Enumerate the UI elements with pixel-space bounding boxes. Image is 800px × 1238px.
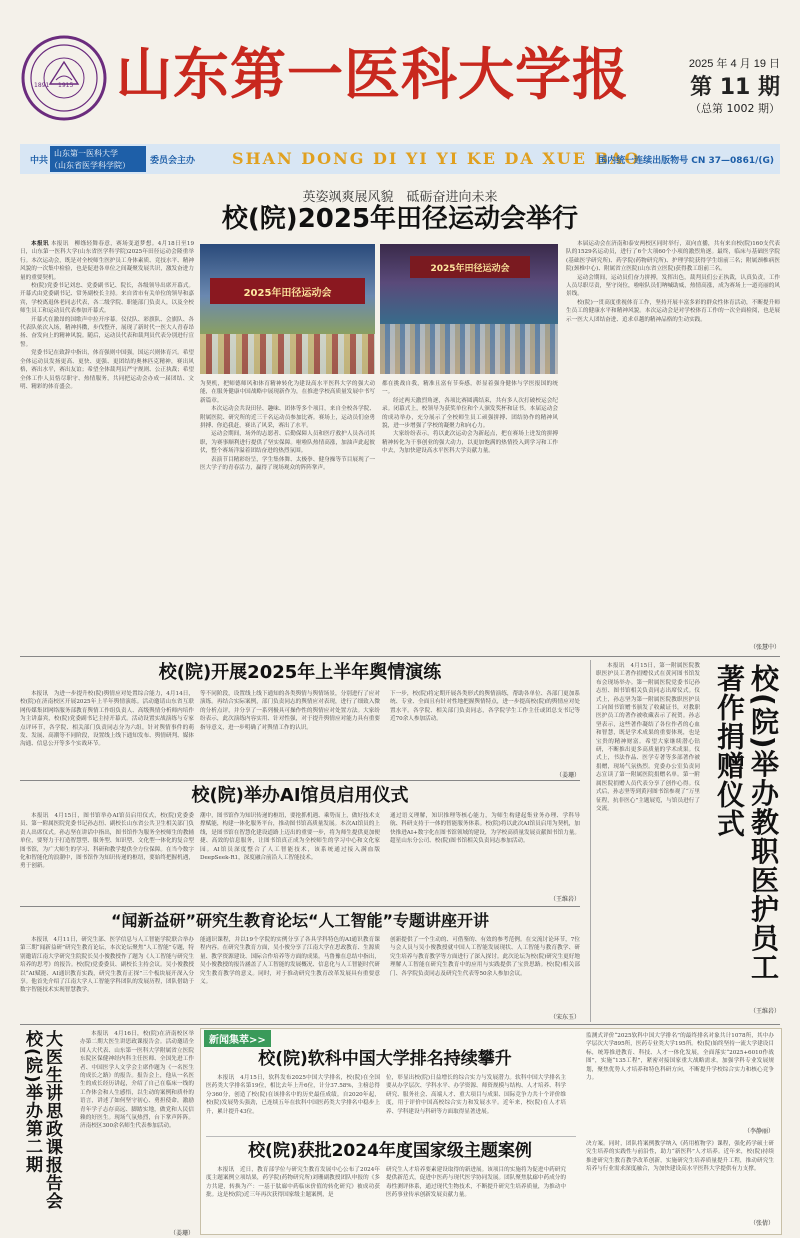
case-col-2: 研究生人才培养要素建设取得的新进展。该项目的实施将为促进中药研究提供新范式，促进中医药与现代医学协同发展。团队聚焦肽廊中药成分的毒性测评体系，通过现代生物技术，不断提升研究生培养质量，为推动中医药事业传承创新发展贡献力量。 [386,1167,566,1199]
donation-author: （王维岩） [749,1008,780,1015]
lead-col-4 [566,240,780,640]
lead-para-9: 都在挑战自我，精准且富有节奏感，彰显着强身健体与学医报国的统一。 [382,381,558,396]
ai-librarian-col-1: 本报讯 4月15日，图书馆举办AI馆员启用仪式，校(院)党委委员、第一附属医院党委书记孙志恒、副校长山东省公共卫生相关部门负责人出席仪式。孙志坚在讲话中指出，图书馆作为服务全校师生的教辅单位，要努力于打造智慧型、服务型、知识型、文化型一体化的复合型图书馆，为广大师生的学习、科研和教学提供全方位保障。在当今数字化和智能化的浪潮中，图书馆作为知识传递的枢纽，要始终把握机遇，勇于创新。 [20,813,194,870]
issue-date: 2025 年 4 月 19 日 [688,58,780,70]
lead-author: （张慧中） [749,644,780,651]
lead-col-1: 本报讯 本报讯 柳绦轻舞春意，赛场变道梦想。4月18日至19日，山东第一医科大学(山东省医学科学院)2025年田径运动会隆重举行。本次运动会，既是对全校师生医护员工身体素质、竞技水平、精神风貌的一次集中检验，也是促进各单位之间凝聚发展共识，激发奋进力量的重要契机。 校(院)党委书记刘忠、党委副书记、院长，各级领导出席开幕式。开幕式由党委副书记、常务副校长主持。来自省市有关单位的领导和嘉宾，学校离退休老同志代表，各二级学院、职能部门负责人，以及全校师生员工和运动员代表参加开幕式。 开幕式在激昂的国歌声中拉开序幕。仪仗队、彩旗队、会旗队、各代表队依次入场，精神抖擞，步伐整齐，展现了新时代一医大人青春昂扬、奋发向上的精神风貌。随后，运动员代表和裁判员代表分别进行宣誓。 党委书记在致辞中指出，体育强则中国强，国运兴则体育兴。希望全体运动员发扬更高、更快、更强、更团结的奥林匹克精神，赛出风格，赛出水平，赛出友谊；希望全体裁判员严守规则、公正执裁；希望全体工作人员恪尽职守、热情服务，共同把运动会办成一届团结、文明、精彩的体育盛会。 [20,241,194,390]
lead-para-1: 本报讯 柳绦轻舞春意，赛场变道梦想。4月18日至19日，山东第一医科大学(山东省医学科学院)2025年田径运动会隆重举行。本次运动会，既是对全校师生医护员工身体素质、竞技水平、精神风貌的一次集中检验，也是促进各单位之间凝聚发展共识，激发奋进力量的重要契机。 [20,241,194,281]
donation-vertical-title: 校(院)举办教职医护员工著作捐赠仪式 [713,664,780,982]
lead-para-3: 开幕式在激昂的国歌声中拉开序幕。仪仗队、彩旗队、会旗队、各代表队依次入场，精神抖擞，步伐整齐，展现了新时代一医大人青春昂扬、奋发向上的精神风貌。随后，运动员代表和裁判员代表分别进行宣誓。 [20,316,194,348]
news-express-label: 新闻集萃>> [204,1030,271,1047]
lead-para-7: 运动会期间，场外的志愿者、后勤保障人员和医疗救护人员各司其职，为赛事顺利进行提供了坚实保障。啦啦队热情高涨，加油声此起彼伏，整个赛场洋溢着团结奋进的热烈氛围。 [200,431,375,455]
photo-banner-1: 2025年田径运动会 [243,288,332,299]
ranking-author: （李静丽） [743,1128,774,1135]
ai-librarian-author: （王维岩） [549,896,580,903]
case-headline: 校(院)获批2024年度国家级主题案例 [248,1141,532,1161]
sports-meet-photo-2 [380,244,558,374]
donation-body: 本报讯 4月15日，第一附属医院教职医护员工著作捐赠仪式在黄河图书馆发布会现场举办。第一附属医院党委书记孙志恒、图书馆相关负责同志出席仪式。仪式上，孙志坚为第一附属医院教职医护员工向图书馆赠书颁发了收藏证书，对教职医护员工的著作被收藏表示了祝贺。孙志坚表示，这些著作凝结了各位作者的心血和智慧，既是学术成果的重要体现，也是宝贵的精神财富。希望大家继续潜心钻研，不断推出更多高质量的学术成果。仪式上，书法作品、医学专著等多部著作被捐赠，现场气氛热烈。党委办公室负责同志宣读了第一附属医院捐赠名单。第一附属医院捐赠人员代表分享了创作心得。仪式后，孙志坚等到黄河图书馆参观了“万里征程，抗非医心”主题展览，与馆员进行了交流。 [596,663,700,812]
total-issue-number: （总第 1002 期） [690,102,780,115]
lead-para-8: 表演节目精彩纷呈，学生集体舞、太极拳、健身操等节目展现了一医大学子的青春活力，赢得了现场观众的阵阵掌声。 [200,456,375,472]
sponsor-line2: （山东省医学科学院） [50,161,130,170]
exercise-col-3: 下一步，校(院)将定期开展各类形式的舆情演练，帮助各单位、各部门更加系统、专业、全面且有针对性地把握舆情特点，进一步提高校(院)的舆情应对处置水平。各学院、相关部门负责同志，各学院学生工作主任或团总支书记等近70余人参加活动。 [390,691,580,723]
lecture-body: 本报讯 4月16日，校(院)在济南校区举办第二期大医生讲思政课报告会。活动邀请全国人大代表、山东第一医科大学附属省立医院东院区保健神经内科主任医师、全国先进工作者、中国医学人文学会主席作题为《一名医生的成长之路》的报告。报告会上，他从一名医生的成长经历讲起，介绍了自己在临床一线的工作体会和人生感悟，以生动的案例和质朴的语言，讲述了如何坚守初心、勇担使命，激励青年学子志存高远、脚踏实地，做党和人民信赖的好医生。现场气氛热烈，台下掌声阵阵。济南校区300余名师生代表参加活动。 [80,1031,194,1130]
title-pinyin: SHAN DONG DI YI YI KE DA XUE BAO [232,149,641,168]
lead-para-4: 党委书记在致辞中指出，体育强则中国强，国运兴则体育兴。希望全体运动员发扬更高、更快、更强、更团结的奥林匹克精神，赛出风格，赛出水平，赛出友谊；希望全体裁判员严守规则、公正执裁；希望全体工作人员恪尽职守、热情服务，共同把运动会办成一届团结、文明、精彩的体育盛会。 [20,350,194,390]
lead-para-12: 本届运动会在济南和泰安两校区同时举行，双向直播，共有来自校(院)160支代表队的1529名运动员，进行了6个大项60个小项的激烈角逐。最终，临床与基础医学院(基础医学研究所)、药学院(药物研究所)、护理学院获得学生组前三名；附属颈椎病医院(颈椎中心)、附属省立医院(山东省立医院)获得教工组前三名。 [566,241,780,273]
ranking-headline: 校(院)软科中国大学排名持续攀升 [258,1049,512,1069]
university-seal-logo [20,34,108,122]
ai-librarian-col-3: 通过语义理解，知识推理等核心能力，为师生构建起集业务办理、学科导航、科研支持于一体的智能服务体系。校(院)将以此次AI馆员启用为契机，加快推进AI+数字化在图书馆领域的建设，为学校高质量发展贡献图书馆力量。超星山东分公司、校(院)图书馆相关负责同志参加活动。 [390,813,580,845]
forum-col-3: 创新提供了一个生动的、可借鉴的、有效的参考范例。在交流讨论环节，7位与会人员与吴小俊教授就中国人工智能发展现状、人工智能与教育教学、研究生培养与教育教学等方面进行了深入探讨。此次论坛为校(院)研究生更好地理解人工智能在研究生教育中的应用与实践提供了宝贵思路。校(院)相关部门、各学院负责同志及研究生代表等50余人参加会议。 [390,937,580,977]
lead-para-13: 运动会期间，运动员们奋力拼搏，发挥出色，裁判员们公正执裁，认真负责，工作人员尽职尽责，坚守岗位，啦啦队员们呐喊助威，热情高涨，成为赛场上一道亮丽的风景线。 [566,274,780,298]
lead-col-2 [200,380,375,670]
masthead-info-bar [20,144,780,174]
forum-headline: “闻新益研”研究生教育论坛“人工智能”专题讲座开讲 [110,911,490,930]
lecture-author: （姜珊） [169,1230,194,1237]
lead-para-14: 校(院)一贯高度重视体育工作，坚持开展丰富多彩的群众性体育活动，不断提升师生员工的健康水平和精神风貌。本次运动会是对学校体育工作的一次全面检阅，也是展示一医大人团结奋进、追求卓越的精神品格的生动实践。 [566,299,780,323]
lead-para-6: 本次运动会共设田径、趣味、团体等多个项目，来自全校各学院、附属医院、研究所的近三千名运动员参加比赛。赛场上，运动员们奋勇拼搏、你追我赶，赛出了风采，赛出了水平。 [200,406,375,430]
issue-number: 第 11 期 [690,75,780,100]
lead-para-11: 大家纷纷表示，将以此次运动会为新起点，把在赛场上迸发的拼搏精神转化为干事创业的强大动力，以更加饱满的热情投入到学习和工作中去，为加快建设高水平医科大学贡献力量。 [382,431,558,455]
exercise-col-1: 本报讯 为进一步提升校(院)舆情应对处置综合能力，4月14日，校(院)在济南校区开展2025年上半年舆情演练。活动邀请山东省互联网传媒集团网络服务部教育舆情工作组负责人、高级舆情分析师内培作为主讲嘉宾，校(院)党委副书记主持开幕式。活动设置实战演练与专家点评环节，各学院、相关部门负责同志分为六组，针对舆情事件的萌发、发展、高潮等不同阶段，设置线上线下通知发布、舆情研判、媒体沟通、信息公开等多个实战环节。 [20,691,194,748]
sponsor-line1: 山东第一医科大学 [54,149,118,158]
lead-col-3 [382,380,558,670]
sports-meet-photo-1 [200,244,375,374]
lecture-vertical-title: 大医生讲思政课报告会 校(院)举办第二期 [22,1030,62,1210]
forum-col-1: 本报讯 4月11日，研究生部、医学信息与人工智能学院联合举办第三期“闻新益研”研究生教育论坛，本次论坛聚焦“人工智能”专题，特别邀请江南大学研究生院院长吴小俊教授作了题为《人工智能与研究生培养的思考》的报告。校(院)党委委员、副校长主持会议。吴小俊教授以“AI赋能、AI通识教育实践，研究生教育正探”三个板块展开深入分享。他首先介绍了江南大学人工智能学科团队的发展历程，团队借助于数字智能技术实现智慧教学。 [20,937,194,994]
case-col-3: 决方案。同时，团队将案例教学纳入《药用植物学》课程，强化药学硕士研究生培养的实践性与前沿性，助力“新医科”人才培养。近年来，校(院)持续推进研究生教育教学改革创新，实施研究生培养质量提升工程，推动研究生培养与行业需求深度融合，为加快建设高水平医科大学提供有力支撑。 [586,1141,774,1173]
lead-para-10: 经过两天激烈角逐，各项比赛圆满结束，共有多人次打破校运会纪录。闭幕式上，校领导为获奖单位和个人颁发奖杯和证书。本届运动会的成功举办，充分展示了全校师生员工顽强拼搏、团结协作的精神风貌，进一步增强了学校的凝聚力和向心力。 [382,397,558,430]
seal-year-2: 1915 [58,82,74,89]
cn-serial-number: 国内统一连续出版物号 CN 37—0861/(G) [598,156,774,166]
sponsor-prefix: 中共 [30,156,49,166]
masthead [0,0,800,140]
forum-col-2: 能通识课程，并以19个学院的实例分享了各具学科特色的AI通识教育课程内容。在研究生教育方面，吴小俊分享了江南大学在思政教育、生源质量、教学资源建设、国际合作培养等方面的成果。马鲁豫在总结中指出，吴小俊教授的报告涵盖了人工智能的发展概况、信息化与人工智能时代研究生教育教学的意义。同时，对于推动研究生教育改革发展具有重要意义。 [200,937,380,986]
ai-librarian-headline: 校(院)举办AI馆员启用仪式 [191,785,409,806]
exercise-author: （姜珊） [555,772,580,779]
lead-headline: 校(院)2025年田径运动会举行 [221,204,579,234]
forum-author: （宋东玉） [549,1014,580,1021]
ranking-col-3: 监测式评价“2025软科中国大学排名”的最终排名对象共计1078所，其中办学层次大学895所，医药专业类大学195所。校(院)始终坚持一流大学建设目标，统筹推进教育、科技、人才一体化发展，全面落实“2025+6010作战图”，实施“135工程”，紧密对接国家重大战略需求，加强学科专业发展规划，聚焦优势人才培养和特色科研方向，不断提升学校综合实力和核心竞争力。 [586,1033,774,1082]
exercise-headline: 校(院)开展2025年上半年舆情演练 [158,662,442,683]
case-col-1: 本报讯 近日，教育部学位与研究生教育发展中心公布了2024年度主题案例立项结果，药学院(药物研究所)刘珊副教授团队申报的《多方共建，转换为产：一基于肽廊中药临床价值的转化研究》被成功获批。这是校(院)近三年再次获得国家级主题案例，是 [206,1167,380,1199]
exercise-col-2: 等不同阶段，设置线上线下通知的各类舆情与舆情场景，分别进行了应对演练。再结合实际案例，部门负责同志的舆情应对表现，进行了细致入微的分析点评，并分享了一系列极具可操作性的舆情应对处置方法。大家纷纷表示，此次演练内容实用、针对性强，对于提升舆情应对能力具有重要指导意义，进一步明确了对舆情工作的认识。 [200,691,380,731]
photo-banner-2: 2025年田径运动会 [430,264,510,274]
newspaper-title: 山东第一医科大学报 [116,42,629,108]
case-author: （张倩） [749,1220,774,1227]
lead-para-5: 为契机，把师德师风和体育精神转化为建设高水平医科大学的强大动能，在服务健康中国战略中展现新作为，在推进学校高质量发展中书写新篇章。 [200,381,375,404]
lead-kicker: 英姿飒爽展风貌 砥砺奋进向未来 [302,190,498,205]
sponsor-suffix: 委员会主办 [150,156,196,166]
ai-librarian-col-2: 潮中，图书馆作为知识传递的枢纽，要抢抓机遇、乘势而上，做好技术支撑赋能，构建一体化服务平台，推动图书馆高质量发展。本次AI馆员的上线，是图书馆在智慧化建设道路上迈出的重要一步，将为师生提供更加便捷、高效的信息服务，让图书馆真正成为全校师生的学习中心和文化家园。AI馆员深度整合了人工智能技术，该系统通过接入满血版DeepSeek-R1，深度融合前沿人工智能技术。 [200,813,380,862]
seal-year: 1891 [34,82,50,89]
lead-para-2: 校(院)党委书记刘忠、党委副书记、院长，各级领导出席开幕式。开幕式由党委副书记、常务副校长主持。来自省市有关单位的领导和嘉宾，学校离退休老同志代表，各二级学院、职能部门负责人，以及全校师生员工和运动员代表参加开幕式。 [20,283,194,315]
ranking-col-2: 位，彰显出校(院)日益增长的综合实力与发展潜力。软科中国大学排名主要从办学层次、学科水平、办学资源、师资规模与结构、人才培养、科学研究、服务社会、高端人才、重大项目与成果、国际竞争力共十个评价维度，用于评价中国高校综合实力和发展水平。近年来，校(院)在人才培养、学科建设与科研等方面取得显著进展。 [386,1075,566,1115]
ranking-col-1: 本报讯 4月15日，软科发布2025中国大学排名，校(院)在全国医药类大学排名第19位，相比去年上升6位，计分37.58%，主榜总得分360分，创造了校(院)在该排名中的历史最佳成绩。自2020年起，校(院)发展势头强劲，已连续五年在软科中国医药类大学排名中稳步上升，累计提升43位。 [206,1075,380,1115]
